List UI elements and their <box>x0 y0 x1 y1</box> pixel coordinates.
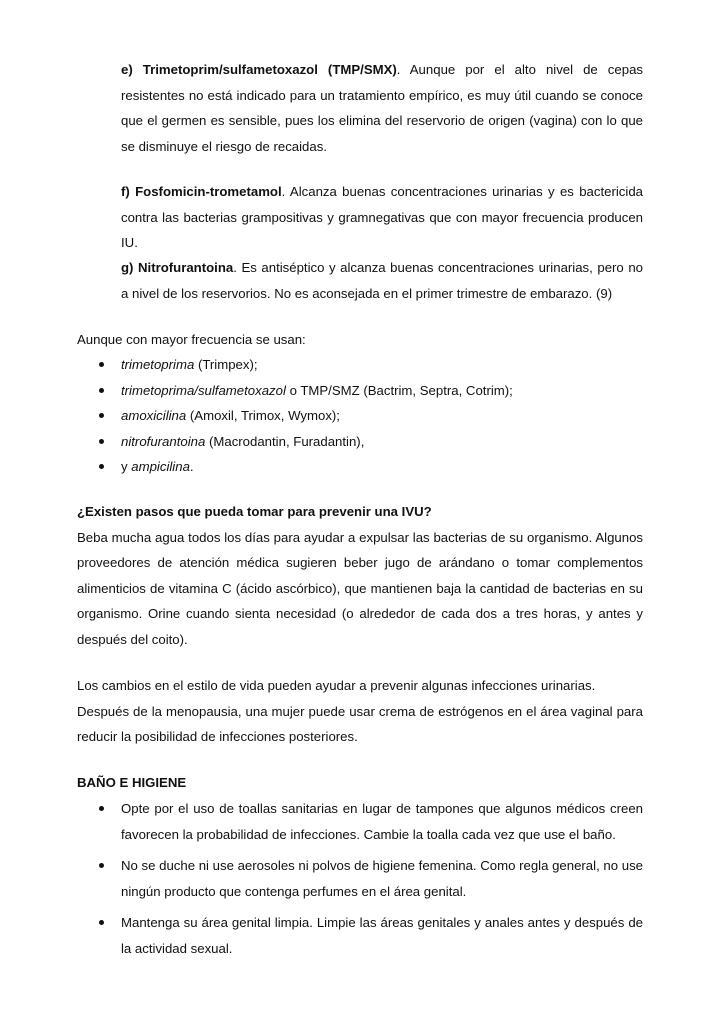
treatment-e <box>121 57 643 159</box>
treatment-f-text: . Alcanza buenas concentraciones urinarias y es bactericida contra las bacterias grampositivas y gramnegativas que con mayor frecuencia producen IU. <box>121 184 643 250</box>
treatment-f <box>121 179 643 256</box>
drug-detail: (Trimpex); <box>194 357 258 372</box>
drug-name: trimetoprima/sulfametoxazol <box>121 382 286 398</box>
list-item <box>77 352 643 378</box>
drug-detail: (Amoxil, Trimox, Wymox); <box>186 408 340 423</box>
list-item: y ampicilina. <box>77 454 643 480</box>
bullet-icon <box>99 464 104 469</box>
common-drugs-intro: Aunque con mayor frecuencia se usan: <box>77 332 306 347</box>
drug-detail: . <box>189 459 194 474</box>
hygiene-list <box>77 796 643 967</box>
treatment-e-text: . Aunque por el alto nivel de cepas resistentes no está indicado para un tratamiento empírico, es muy útil cuando se conoce que el germen es sensible, pues los elimina del reservorio de origen (vagina) con lo que se disminuye el riesgo de recaidas. <box>121 62 643 154</box>
list-item: Mantenga su área genital limpia. Limpie las áreas genitales y anales antes y después de la actividad sexual. <box>77 910 643 961</box>
drug-name: trimetoprima <box>121 357 195 372</box>
bullet-icon <box>99 362 104 367</box>
treatment-e-title: e) Trimetoprim/sulfametoxazol (TMP/SMX) <box>121 62 397 77</box>
drug-detail: (Macrodantin, Furadantin), <box>205 433 365 449</box>
drug-name: nitrofurantoina <box>121 433 206 449</box>
lifestyle-paragraph: Los cambios en el estilo de vida pueden ayudar a prevenir algunas infecciones urinarias. <box>77 678 596 693</box>
bullet-icon <box>99 806 104 811</box>
bullet-icon <box>99 439 104 444</box>
list-item: Opte por el uso de toallas sanitarias en lugar de tampones que algunos médicos creen favorecen la probabilidad de infecciones. Cambie la toalla cada vez que use el baño. <box>77 796 643 847</box>
list-item <box>77 403 643 429</box>
treatment-g-title: g) Nitrofurantoina <box>121 260 234 275</box>
menopause-paragraph: Después de la menopausia, una mujer puede usar crema de estrógenos en el área vaginal para reducir la posibilidad de infecciones posteriores. <box>77 703 643 744</box>
treatment-g-text: . Es antiséptico y alcanza buenas concentraciones urinarias, pero no a nivel de los reservorios. No es aconsejada en el primer trimestre de embarazo. (9) <box>121 260 643 301</box>
prevention-paragraph: Beba mucha agua todos los días para ayudar a expulsar las bacterias de su organismo. Algunos proveedores de atención médica sugieren beber jugo de arándano o tomar complementos alimenticios de vitamina C (ácido ascórbico), que mantienen baja la cantidad de bacterias en su organismo. Orine cuando sienta necesidad (o alrededor de cada dos a tres horas, y antes y después del coito). <box>77 529 643 647</box>
list-item <box>77 378 643 404</box>
bullet-icon <box>99 413 104 418</box>
bullet-icon <box>99 863 104 868</box>
prevention-section <box>77 499 643 652</box>
bullet-icon <box>99 920 104 925</box>
drug-detail: o TMP/SMZ (Bactrim, Septra, Cotrim); <box>285 382 513 398</box>
treatment-f-title: f) Fosfomicin-trometamol <box>121 184 282 199</box>
list-item: No se duche ni use aerosoles ni polvos de higiene femenina. Como regla general, no use ningún producto que contenga perfumes en el área genital. <box>77 853 643 904</box>
lifestyle-section <box>77 673 643 750</box>
hygiene-heading: BAÑO E HIGIENE <box>77 775 187 790</box>
drug-name: ampicilina <box>131 459 190 474</box>
bullet-icon <box>99 388 104 393</box>
drug-name: amoxicilina <box>121 408 187 423</box>
prevention-heading: ¿Existen pasos que pueda tomar para prevenir una IVU? <box>77 504 432 519</box>
list-item <box>77 429 643 455</box>
drug-list <box>77 352 643 480</box>
treatment-g <box>121 255 643 306</box>
